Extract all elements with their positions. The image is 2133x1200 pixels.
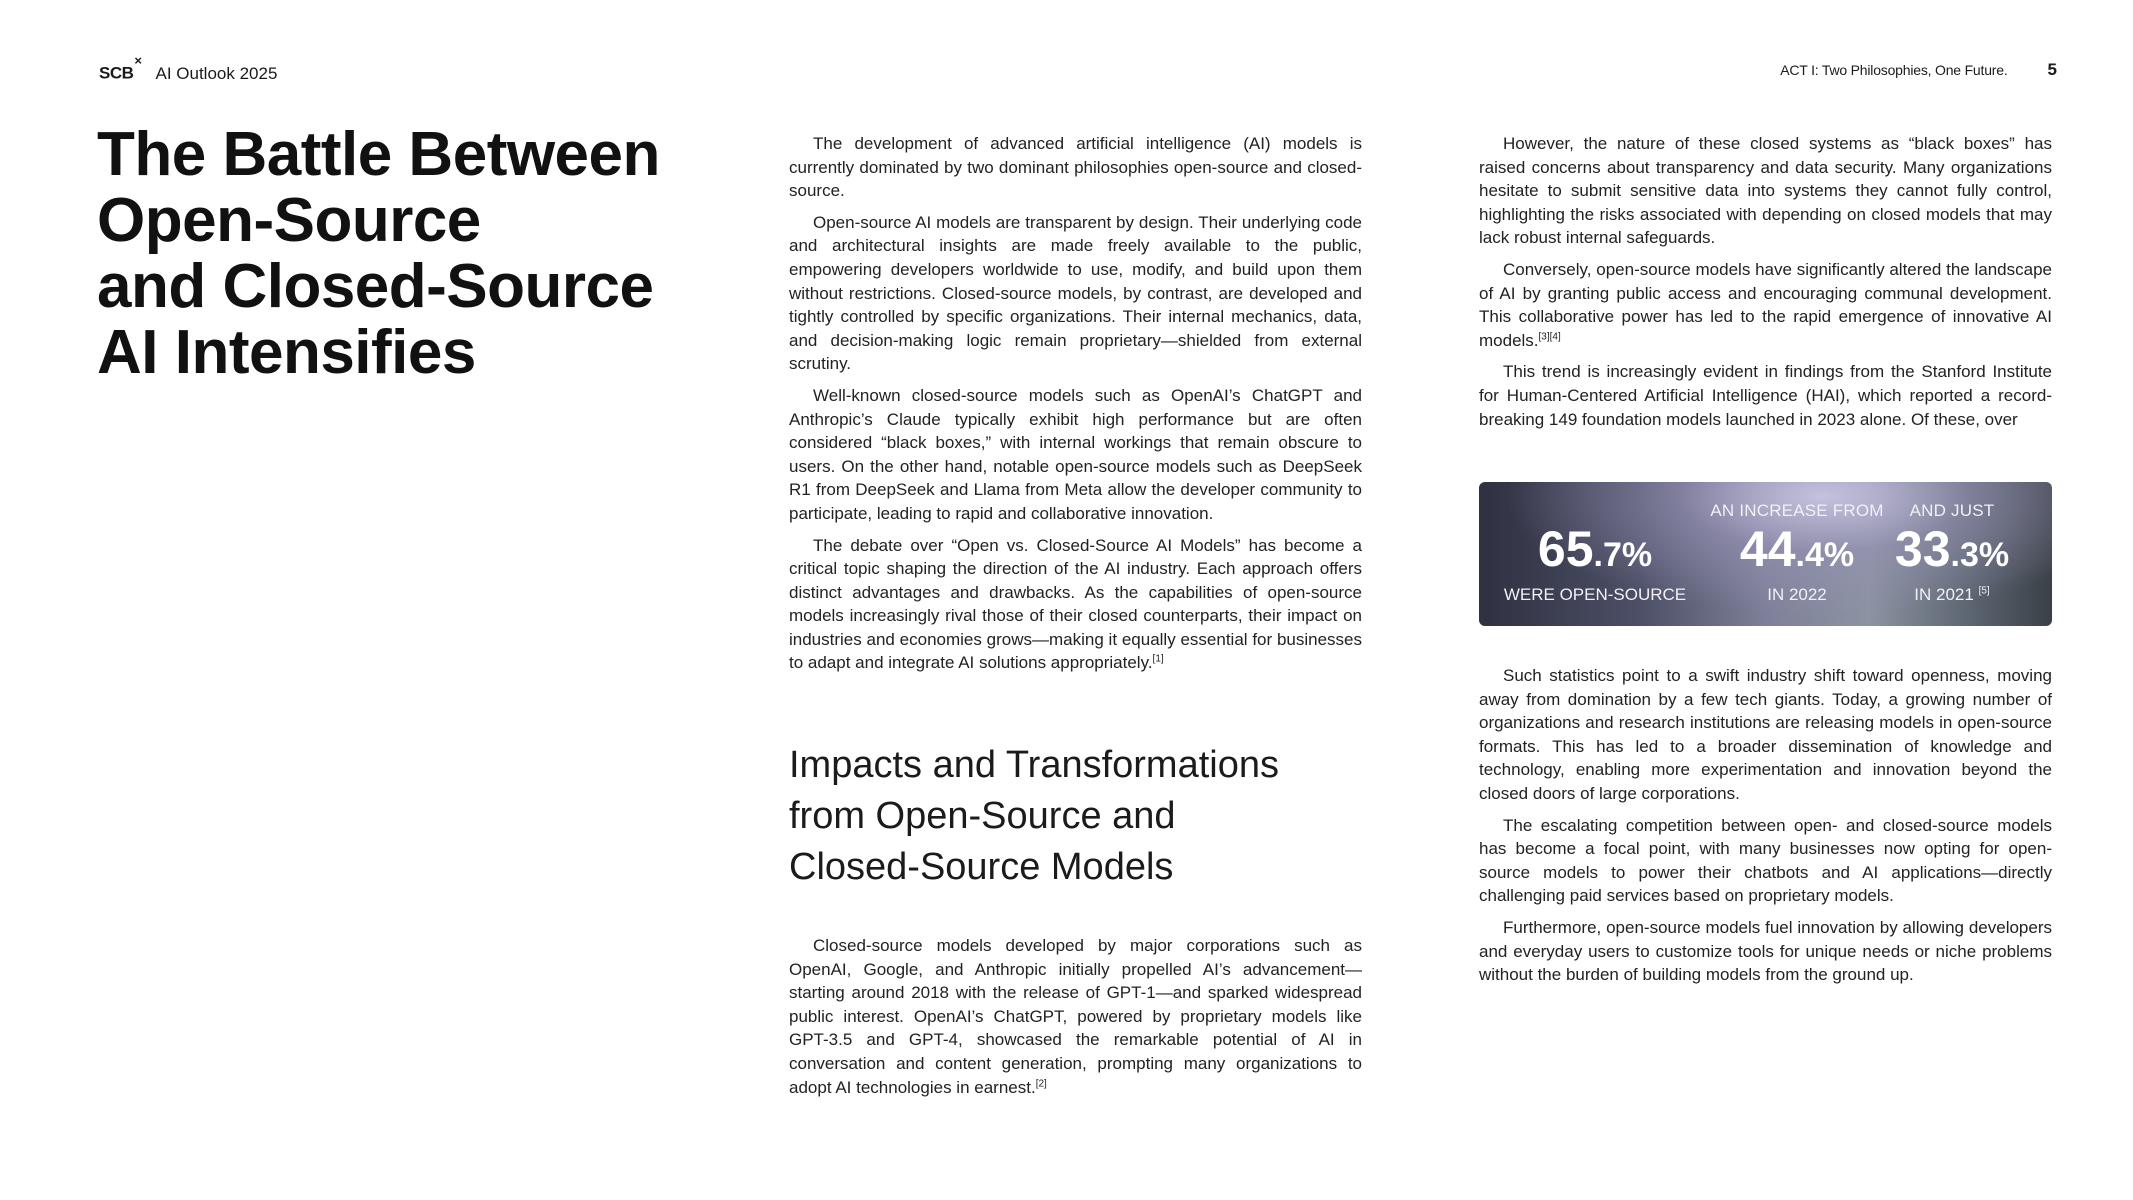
body-column-right bbox=[1479, 132, 2052, 439]
act-title: ACT I: Two Philosophies, One Future. bbox=[1780, 62, 2008, 78]
page-number: 5 bbox=[2047, 60, 2057, 79]
logo-mark-icon: × bbox=[134, 53, 142, 68]
paragraph: However, the nature of these closed systems as “black boxes” has raised concerns about transparency and data security. Many organizations hesitate to submit sensitive data into systems they cannot fully control, highlighting the risks associated with depending on closed models that may lack robust internal safeguards. bbox=[1479, 134, 2052, 248]
stat-caption-bottom: WERE OPEN-SOURCE bbox=[1503, 585, 1687, 604]
stat-value: 44.4% bbox=[1739, 521, 1855, 577]
scb-logo: SCB× bbox=[99, 53, 142, 83]
page-title: The Battle Between Open-Source and Closed-Source AI Intensifies bbox=[97, 120, 660, 387]
body-column-middle-bottom bbox=[789, 934, 1362, 1107]
brand-header bbox=[99, 53, 278, 84]
stat-caption-bottom: IN 2022 bbox=[1767, 585, 1827, 604]
statistics-banner bbox=[1479, 482, 2052, 626]
stat-open-source-2023 bbox=[1495, 482, 1695, 626]
section-heading: Impacts and Transformations from Open-Source and Closed-Source Models bbox=[789, 744, 1279, 888]
stat-caption-bottom: IN 2021 [5] bbox=[1914, 585, 1990, 604]
paragraph: Well-known closed-source models such as OpenAI’s ChatGPT and Anthropic’s Claude typically exhibit high performance but are often considered “black boxes,” with internal workings that remain obscure to users. On the other hand, notable open-source models such as DeepSeek R1 from DeepSeek and Llama from Meta allow the developer community to participate, leading to rapid and collaborative innovation. bbox=[789, 385, 1362, 523]
citation: [3][4] bbox=[1538, 331, 1561, 343]
stat-value: 65.7% bbox=[1537, 521, 1653, 577]
stat-caption-top: AN INCREASE FROM bbox=[1710, 501, 1884, 520]
report-title: AI Outlook 2025 bbox=[155, 63, 278, 83]
paragraph: The debate over “Open vs. Closed-Source AI Models” has become a critical topic shaping the direction of the AI industry. Each approach offers distinct advantages and drawbacks. As the capabilities of open-source models increasingly rival those of their closed counterparts, their impact on industries and economies grows—making it equally essential for businesses to adapt and integrate AI solutions appropriately.[1] bbox=[789, 535, 1362, 673]
citation: [2] bbox=[1035, 1077, 1047, 1089]
citation: [5] bbox=[1978, 585, 1990, 597]
body-column-right-bottom bbox=[1479, 664, 2052, 995]
running-header bbox=[1780, 60, 2057, 80]
stat-caption-top: AND JUST bbox=[1909, 501, 1995, 520]
body-column-middle bbox=[789, 132, 1362, 683]
paragraph: This trend is increasingly evident in findings from the Stanford Institute for Human-Centered Artificial Intelligence (HAI), which reported a record-breaking 149 foundation models launched in 2023 alone. Of these, over bbox=[1479, 362, 2052, 429]
stat-value: 33.3% bbox=[1894, 521, 2010, 577]
paragraph: Conversely, open-source models have significantly altered the landscape of AI by granting public access and encouraging communal development. This collaborative power has led to the rapid emergence of innovative AI models.[3][4] bbox=[1479, 259, 2052, 350]
paragraph: Furthermore, open-source models fuel innovation by allowing developers and everyday users to customize tools for unique needs or niche problems without the burden of building models from the ground up. bbox=[1479, 917, 2052, 985]
stat-2021 bbox=[1867, 482, 2037, 626]
paragraph: Open-source AI models are transparent by design. Their underlying code and architectural insights are made freely available to the public, empowering developers worldwide to use, modify, and build upon them without restrictions. Closed-source models, by contrast, are developed and tightly controlled by specific organizations. Their internal mechanics, data, and decision-making logic remain proprietary—shielded from external scrutiny. bbox=[789, 212, 1362, 374]
citation: [1] bbox=[1152, 653, 1164, 665]
paragraph: Closed-source models developed by major corporations such as OpenAI, Google, and Anthropic initially propelled AI’s advancement—starting around 2018 with the release of GPT-1—and sparked widespread public interest. OpenAI’s ChatGPT, powered by proprietary models like GPT-3.5 and GPT-4, showcased the remarkable potential of AI in conversation and content generation, prompting many organizations to adopt AI technologies in earnest.[2] bbox=[789, 936, 1362, 1097]
paragraph: Such statistics point to a swift industry shift toward openness, moving away from domination by a few tech giants. Today, a growing number of organizations and research institutions are releasing models in open-source formats. This has led to a broader dissemination of knowledge and technology, enabling more experimentation and innovation beyond the closed doors of large corporations. bbox=[1479, 666, 2052, 803]
paragraph: The escalating competition between open- and closed-source models has become a focal point, with many businesses now opting for open-source models to power their chatbots and AI applications—directly challenging paid services based on proprietary models. bbox=[1479, 815, 2052, 906]
paragraph: The development of advanced artificial intelligence (AI) models is currently dominated by two dominant philosophies open-source and closed-source. bbox=[789, 134, 1362, 201]
